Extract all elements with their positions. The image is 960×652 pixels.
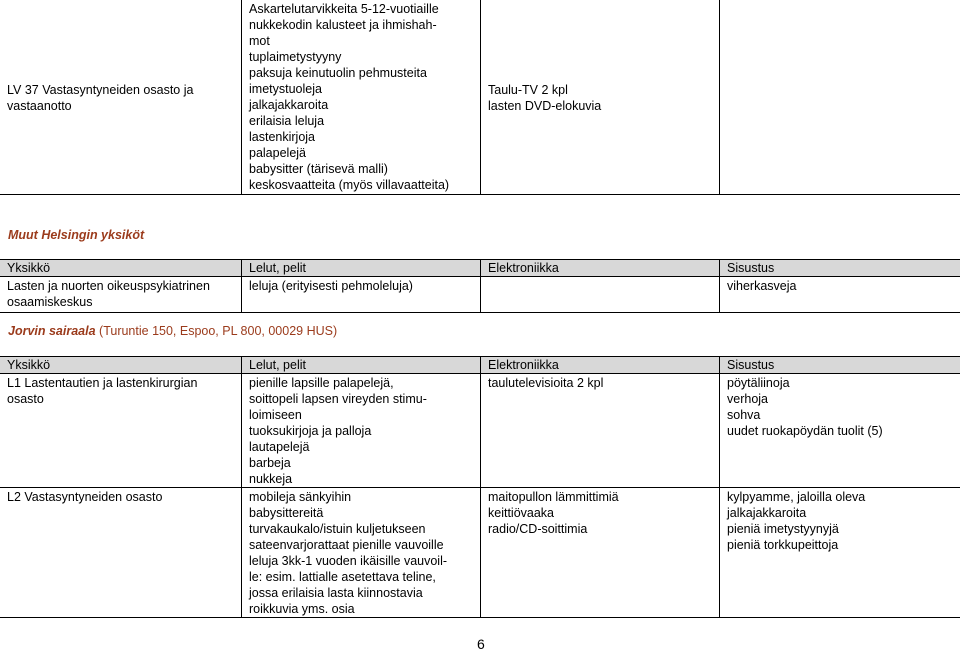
header-toys: Lelut, pelit — [242, 357, 481, 374]
hospital-address: (Turuntie 150, Espoo, PL 800, 00029 HUS) — [95, 324, 338, 338]
table-row — [0, 488, 960, 618]
unit-cell: LV 37 Vastasyntyneiden osasto ja vastaanotto — [0, 0, 242, 195]
toys-cell: pienille lapsille palapelejä, soittopeli lapsen vireyden stimu- loimiseen tuoksukirjoja ja palloja lautapelejä barbeja nukkeja — [242, 374, 481, 488]
hospital-name: Jorvin sairaala — [8, 324, 96, 338]
header-toys: Lelut, pelit — [242, 260, 481, 277]
electronics-cell: maitopullon lämmittimiä keittiövaaka radio/CD-soittimia — [481, 488, 720, 618]
interior-cell: pöytäliinoja verhoja sohva uudet ruokapöydän tuolit (5) — [720, 374, 960, 488]
table-header-row — [0, 357, 960, 374]
equipment-table-jorvi — [0, 356, 960, 618]
interior-cell: viherkasveja — [720, 277, 960, 313]
header-electronics: Elektroniikka — [481, 260, 720, 277]
electronics-cell — [481, 277, 720, 313]
section-title-helsinki: Muut Helsingin yksiköt — [8, 228, 145, 242]
toys-cell: Askartelutarvikkeita 5-12-vuotiaille nukkekodin kalusteet ja ihmishah- mot tuplaimetystyyny paksuja keinutuolin pehmusteita imetystuoleja jalkajakkaroita erilaisia leluja lastenkirjoja palapelejä babysitter (tärisevä malli) keskosvaatteita (myös villavaatteita) — [242, 0, 481, 195]
unit-cell: Lasten ja nuorten oikeuspsykiatrinen osaamiskeskus — [0, 277, 242, 313]
header-interior: Sisustus — [720, 357, 960, 374]
interior-cell — [720, 0, 960, 195]
electronics-cell: taulutelevisioita 2 kpl — [481, 374, 720, 488]
header-unit: Yksikkö — [0, 260, 242, 277]
table-header-row — [0, 260, 960, 277]
electronics-cell: Taulu-TV 2 kpl lasten DVD-elokuvia — [481, 0, 720, 195]
equipment-table-lv37 — [0, 0, 960, 195]
header-electronics: Elektroniikka — [481, 357, 720, 374]
header-unit: Yksikkö — [0, 357, 242, 374]
toys-cell: leluja (erityisesti pehmoleluja) — [242, 277, 481, 313]
equipment-table-helsinki — [0, 259, 960, 313]
toys-cell: mobileja sänkyihin babysittereitä turvakaukalo/istuin kuljetukseen sateenvarjorattaat pienille vauvoille leluja 3kk-1 vuoden ikäisille vauvoil- le: esim. lattialle asetettava teline, jossa erilaisia lasta kiinnostavia roikkuvia yms. osia — [242, 488, 481, 618]
table-row — [0, 374, 960, 488]
table-row — [0, 277, 960, 313]
page-number: 6 — [477, 636, 485, 652]
section-title-jorvi — [8, 323, 337, 339]
table-row — [0, 0, 960, 195]
interior-cell: kylpyamme, jaloilla oleva jalkajakkaroita pieniä imetystyynyjä pieniä torkkupeittoja — [720, 488, 960, 618]
unit-cell: L2 Vastasyntyneiden osasto — [0, 488, 242, 618]
header-interior: Sisustus — [720, 260, 960, 277]
unit-cell: L1 Lastentautien ja lastenkirurgian osasto — [0, 374, 242, 488]
